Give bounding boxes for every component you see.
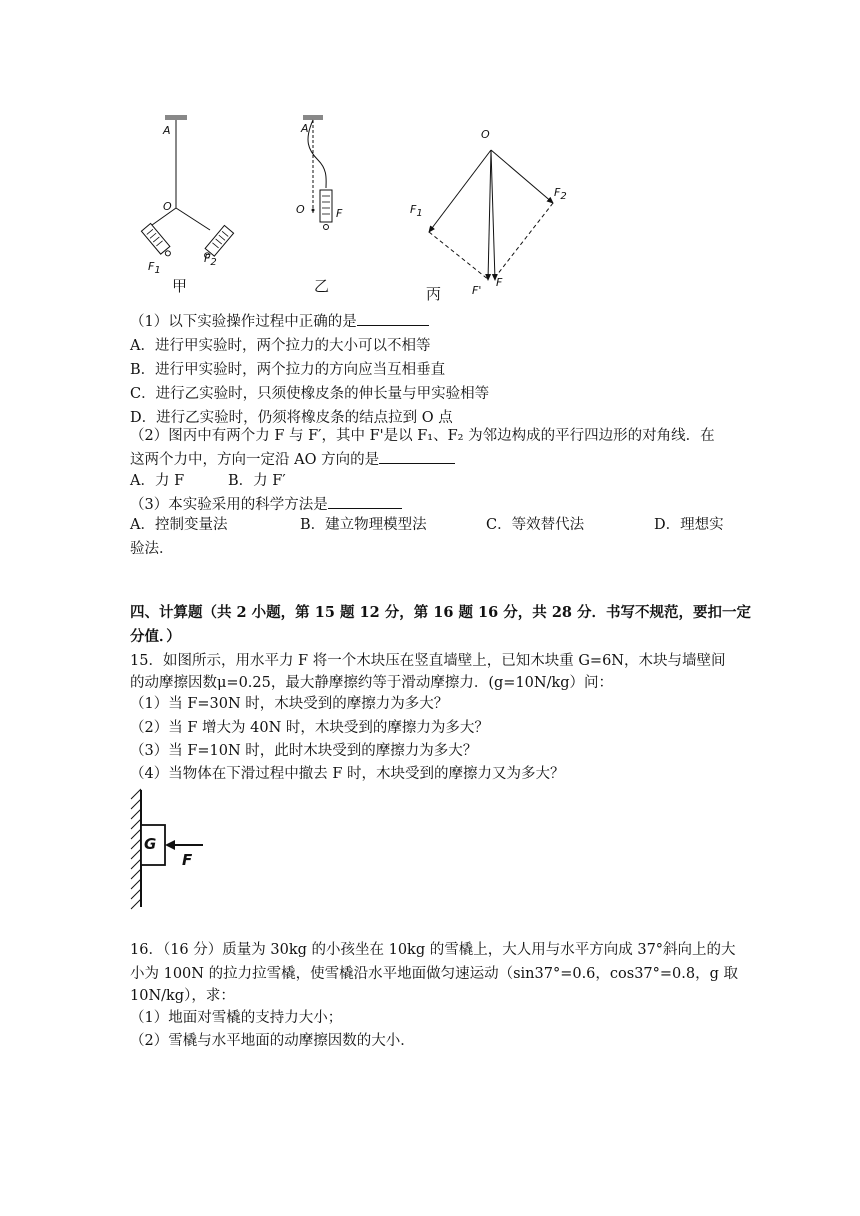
jia-label-f1: $F_1$ <box>148 260 161 277</box>
q16-line1: 16．（16 分）质量为 30kg 的小孩坐在 10kg 的雪橇上，大人用与水平方向成 37°斜向上的大 <box>130 942 736 958</box>
q1-stem: （1）以下实验操作过程中正确的是 <box>130 311 429 332</box>
bing-label-f1: $F_1$ <box>410 203 423 220</box>
bing-label-fprime: F' <box>472 284 482 297</box>
q2-option-a: A．力 F <box>130 473 185 489</box>
q15-sub2: （2）当 F 增大为 40N 时，木块受到的摩擦力为多大？ <box>130 720 489 736</box>
q3-option-a: A．控制变量法 <box>130 517 228 533</box>
q3-option-d: D．理想实 <box>654 517 724 533</box>
q3-answer-blank[interactable] <box>328 494 402 509</box>
q15-force-label: F <box>182 851 193 869</box>
section4-heading-line1: 四、计算题（共 2 小题，第 15 题 12 分，第 16 题 16 分，共 28 分．书写不规范，要扣一定 <box>130 604 752 621</box>
bing-caption: 丙 <box>426 285 442 303</box>
q1-answer-blank[interactable] <box>357 311 429 326</box>
q15-sub4: （4）当物体在下滑过程中撤去 F 时，木块受到的摩擦力又为多大？ <box>130 766 565 782</box>
q1-option-a: A．进行甲实验时，两个拉力的大小可以不相等 <box>130 338 431 354</box>
q15-block-label: G <box>144 835 157 853</box>
q1-option-b: B．进行甲实验时，两个拉力的方向应当互相垂直 <box>130 362 446 378</box>
bing-label-f2: $F_2$ <box>554 186 567 203</box>
jia-caption: 甲 <box>172 277 188 295</box>
section4-heading-line2: 分值．） <box>130 628 181 645</box>
q16-sub2: （2）雪橇与水平地面的动摩擦因数的大小． <box>130 1033 415 1049</box>
bing-label-f: F <box>496 276 503 289</box>
q16-line2: 小为 100N 的拉力拉雪橇，使雪橇沿水平地面做匀速运动（sin37°=0.6，cos37°=0.8，g 取 <box>130 966 738 982</box>
q16-sub1: （1）地面对雪橇的支持力大小； <box>130 1010 343 1026</box>
q15-figure <box>125 785 215 915</box>
q3-option-d-cont: 验法． <box>130 541 174 557</box>
q3-stem: （3）本实验采用的科学方法是 <box>130 494 402 515</box>
figure-jia <box>125 110 255 290</box>
jia-label-a: A <box>163 124 171 137</box>
figure-bing <box>395 120 585 295</box>
q2-answer-blank[interactable] <box>379 449 455 464</box>
q15-sub3: （3）当 F=10N 时，此时木块受到的摩擦力为多大？ <box>130 743 478 759</box>
yi-caption: 乙 <box>314 277 330 295</box>
jia-label-f2: $F_2$ <box>204 252 217 269</box>
q1-option-c: C．进行乙实验时，只须使橡皮条的伸长量与甲实验相等 <box>130 386 490 402</box>
yi-label-a: A <box>301 122 309 135</box>
q15-line2: 的动摩擦因数μ=0.25，最大静摩擦约等于滑动摩擦力．(g=10N/kg）问： <box>130 675 614 691</box>
bing-label-o: O <box>481 128 490 141</box>
q15-sub1: （1）当 F=30N 时，木块受到的摩擦力为多大？ <box>130 696 449 712</box>
jia-label-o: O <box>163 200 172 213</box>
yi-label-o: O <box>296 203 305 216</box>
q1-option-d: D．进行乙实验时，仍须将橡皮条的结点拉到 O 点 <box>130 410 453 426</box>
q3-option-c: C．等效替代法 <box>486 517 585 533</box>
yi-label-f: F <box>336 207 343 220</box>
figure-yi <box>290 110 350 270</box>
q2-option-b: B．力 F′ <box>228 473 286 489</box>
q3-option-b: B．建立物理模型法 <box>300 517 427 533</box>
q2-stem-line2: 这两个力中，方向一定沿 AO 方向的是 <box>130 449 455 470</box>
q15-line1: 15．如图所示，用水平力 F 将一个木块压在竖直墙壁上，已知木块重 G=6N，木块与墙壁间 <box>130 653 726 669</box>
q16-line3: 10N/kg），求： <box>130 988 235 1004</box>
q2-stem-line1: （2）图丙中有两个力 F 与 F′，其中 F'是以 F₁、F₂ 为邻边构成的平行四边形的对角线．在 <box>130 428 715 444</box>
